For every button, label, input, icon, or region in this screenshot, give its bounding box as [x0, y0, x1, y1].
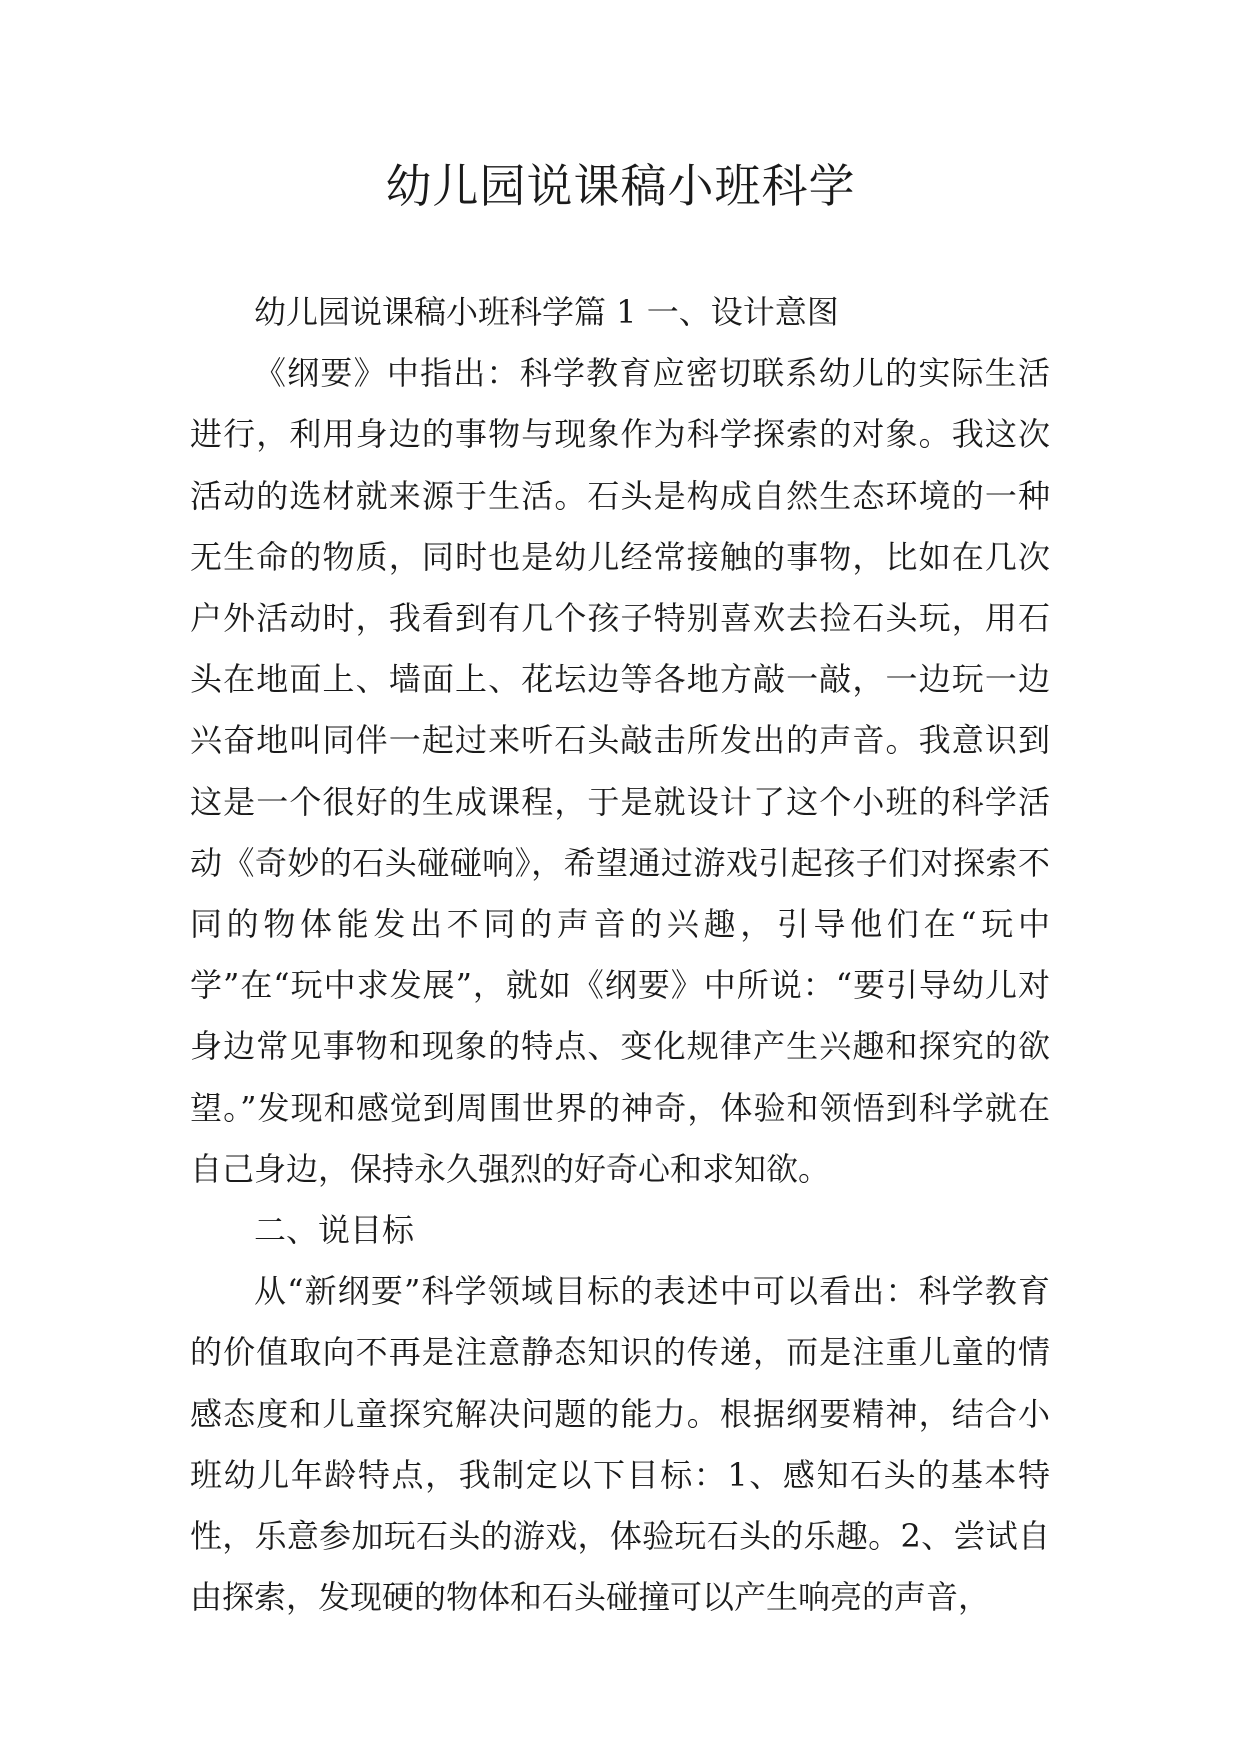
paragraph-design-intent: 《纲要》中指出：科学教育应密切联系幼儿的实际生活进行，利用身边的事物与现象作为科学探索的对象。我这次活动的选材就来源于生活。石头是构成自然生态环境的一种无生命的物质，同时也是幼儿经常接触的事物，比如在几次户外活动时，我看到有几个孩子特别喜欢去捡石头玩，用石头在地面上、墙面上、花坛边等各地方敲一敲，一边玩一边兴奋地叫同伴一起过来听石头敲击所发出的声音。我意识到这是一个很好的生成课程，于是就设计了这个小班的科学活动《奇妙的石头碰碰响》，希望通过游戏引起孩子们对探索不同的物体能发出不同的声音的兴趣，引导他们在“玩中学”在“玩中求发展”，就如《纲要》中所说：“要引导幼儿对身边常见事物和现象的特点、变化规律产生兴趣和探究的欲望。”发现和感觉到周围世界的神奇，体验和领悟到科学就在自己身边，保持永久强烈的好奇心和求知欲。 [190, 354, 1050, 1188]
document-body [190, 282, 1050, 1628]
paragraph-goals: 从“新纲要”科学领域目标的表述中可以看出：科学教育的价值取向不再是注意静态知识的传递，而是注重儿童的情感态度和儿童探究解决问题的能力。根据纲要精神，结合小班幼儿年龄特点，我制定以下目标：1、感知石头的基本特性，乐意参加玩石头的游戏，体验玩石头的乐趣。2、尝试自由探索，发现硬的物体和石头碰撞可以产生响亮的声音， [190, 1272, 1050, 1617]
paragraph-heading-design-intent: 幼儿园说课稿小班科学篇 1 一、设计意图 [254, 293, 839, 331]
paragraph-heading-goals: 二、说目标 [254, 1211, 415, 1250]
page-title: 幼儿园说课稿小班科学 [385, 159, 856, 213]
